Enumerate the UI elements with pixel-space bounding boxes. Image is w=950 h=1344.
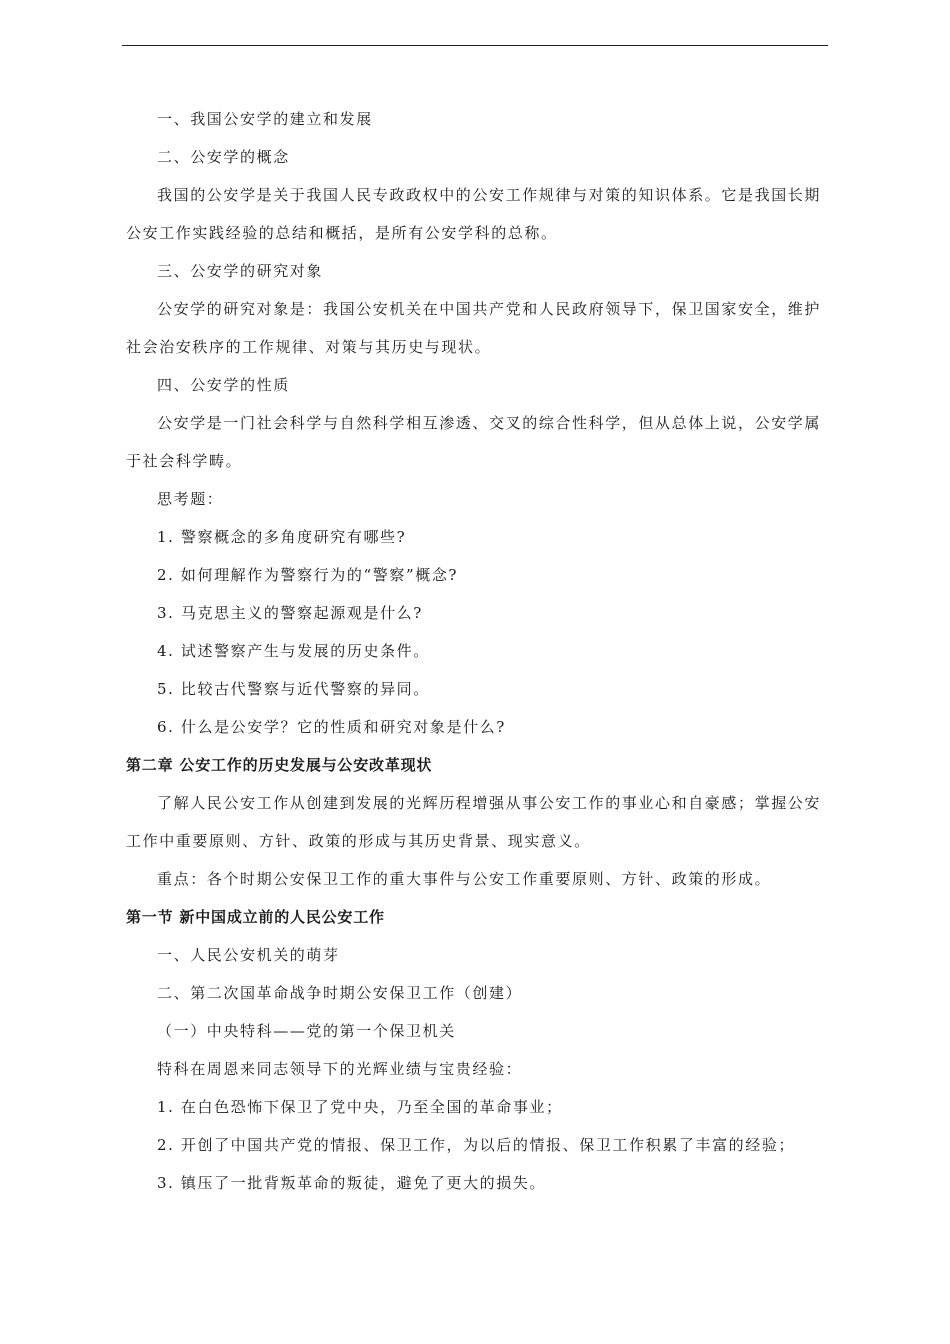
- question-item: 5. 比较古代警察与近代警察的异同。: [157, 680, 430, 698]
- paragraph-line: 公安工作实践经验的总结和概括，是所有公安学科的总称。: [126, 224, 558, 242]
- paragraph-line: 特科在周恩来同志领导下的光辉业绩与宝贵经验：: [157, 1060, 523, 1078]
- question-item: 3. 马克思主义的警察起源观是什么?: [157, 604, 423, 622]
- section-heading: 一、人民公安机关的萌芽: [157, 946, 340, 964]
- section-heading: 三、公安学的研究对象: [157, 262, 324, 280]
- section-heading: 二、第二次国革命战争时期公安保卫工作（创建）: [157, 984, 523, 1002]
- paragraph-line: 公安学是一门社会科学与自然科学相互渗透、交叉的综合性科学，但从总体上说，公安学属: [157, 414, 822, 432]
- paragraph-line: 社会治安秩序的工作规律、对策与其历史与现状。: [126, 338, 492, 356]
- paragraph-line: 了解人民公安工作从创建到发展的光辉历程增强从事公安工作的事业心和自豪感；掌握公安: [157, 794, 822, 812]
- paragraph-line: 于社会科学畴。: [126, 452, 243, 470]
- chapter-title: 第二章 公安工作的历史发展与公安改革现状: [126, 756, 433, 774]
- question-item: 2. 如何理解作为警察行为的“警察”概念?: [157, 566, 459, 584]
- section-heading: 二、公安学的概念: [157, 148, 290, 166]
- paragraph-line: 工作中重要原则、方针、政策的形成与其历史背景、现实意义。: [126, 832, 591, 850]
- list-item: 3. 镇压了一批背叛革命的叛徒，避免了更大的损失。: [157, 1174, 547, 1192]
- section-heading: 一、我国公安学的建立和发展: [157, 110, 373, 128]
- list-item: 1. 在白色恐怖下保卫了党中央，乃至全国的革命事业；: [157, 1098, 563, 1116]
- subsection-heading: （一）中央特科——党的第一个保卫机关: [157, 1022, 456, 1040]
- question-item: 4. 试述警察产生与发展的历史条件。: [157, 642, 430, 660]
- question-item: 1. 警察概念的多角度研究有哪些?: [157, 528, 407, 546]
- header-rule: [122, 45, 828, 46]
- section-title: 第一节 新中国成立前的人民公安工作: [126, 908, 385, 926]
- list-item: 2. 开创了中国共产党的情报、保卫工作，为以后的情报、保卫工作积累了丰富的经验；: [157, 1136, 796, 1154]
- question-item: 6. 什么是公安学？它的性质和研究对象是什么?: [157, 718, 506, 736]
- paragraph-line: 公安学的研究对象是：我国公安机关在中国共产党和人民政府领导下，保卫国家安全，维护: [157, 300, 822, 318]
- section-heading: 四、公安学的性质: [157, 376, 290, 394]
- questions-heading: 思考题：: [157, 490, 224, 508]
- key-points-line: 重点：各个时期公安保卫工作的重大事件与公安工作重要原则、方针、政策的形成。: [157, 870, 772, 888]
- document-body: [126, 100, 826, 1202]
- paragraph-line: 我国的公安学是关于我国人民专政政权中的公安工作规律与对策的知识体系。它是我国长期: [157, 186, 822, 204]
